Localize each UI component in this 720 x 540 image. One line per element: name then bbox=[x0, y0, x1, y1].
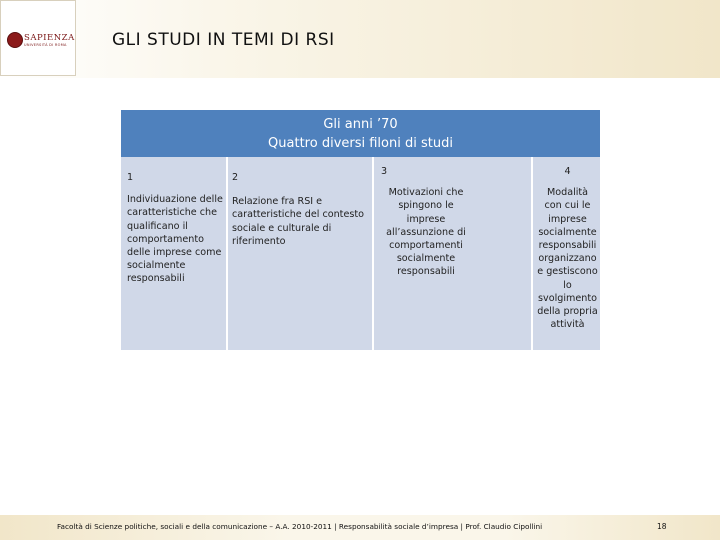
column-text: Individuazione delle caratteristiche che qualificano il comportamento delle imprese come socialmente responsabili bbox=[127, 194, 223, 285]
table-column-2 bbox=[228, 157, 372, 350]
column-text: Modalità con cui le imprese socialmente responsabili organizzano e gestiscono lo svolgimento della propria attività bbox=[537, 187, 598, 331]
university-logo bbox=[0, 0, 76, 76]
table-header-line-2: Quattro diversi filoni di studi bbox=[268, 136, 453, 151]
column-number: 4 bbox=[564, 166, 571, 177]
slide-title: GLI STUDI IN TEMI DI RSI bbox=[112, 30, 335, 50]
column-number: 3 bbox=[381, 166, 388, 177]
table-header-line-1: Gli anni ’70 bbox=[323, 117, 398, 132]
footer-text: Facoltà di Scienze politiche, sociali e della comunicazione – A.A. 2010-2011 | Responsabilità sociale d’impresa | Prof. Claudio Cipollini bbox=[57, 522, 543, 531]
slide-header bbox=[0, 0, 720, 78]
table-column-3 bbox=[374, 157, 531, 350]
seal-icon bbox=[7, 32, 23, 48]
page-number: 18 bbox=[657, 522, 667, 531]
logo-subtitle: UNIVERSITÀ DI ROMA bbox=[24, 43, 67, 47]
column-number: 1 bbox=[127, 172, 134, 183]
table-header bbox=[121, 110, 600, 157]
column-text: Motivazioni che spingono le imprese all’assunzione di comportamenti socialmente responsabili bbox=[386, 187, 466, 278]
logo-wordmark: SAPIENZA bbox=[24, 33, 75, 43]
table-columns bbox=[121, 157, 600, 350]
table-column-1 bbox=[121, 157, 226, 350]
table-column-4 bbox=[533, 157, 600, 350]
column-number: 2 bbox=[232, 172, 239, 183]
column-text: Relazione fra RSI e caratteristiche del contesto sociale e culturale di riferimento bbox=[232, 196, 364, 247]
studies-table bbox=[121, 110, 600, 350]
